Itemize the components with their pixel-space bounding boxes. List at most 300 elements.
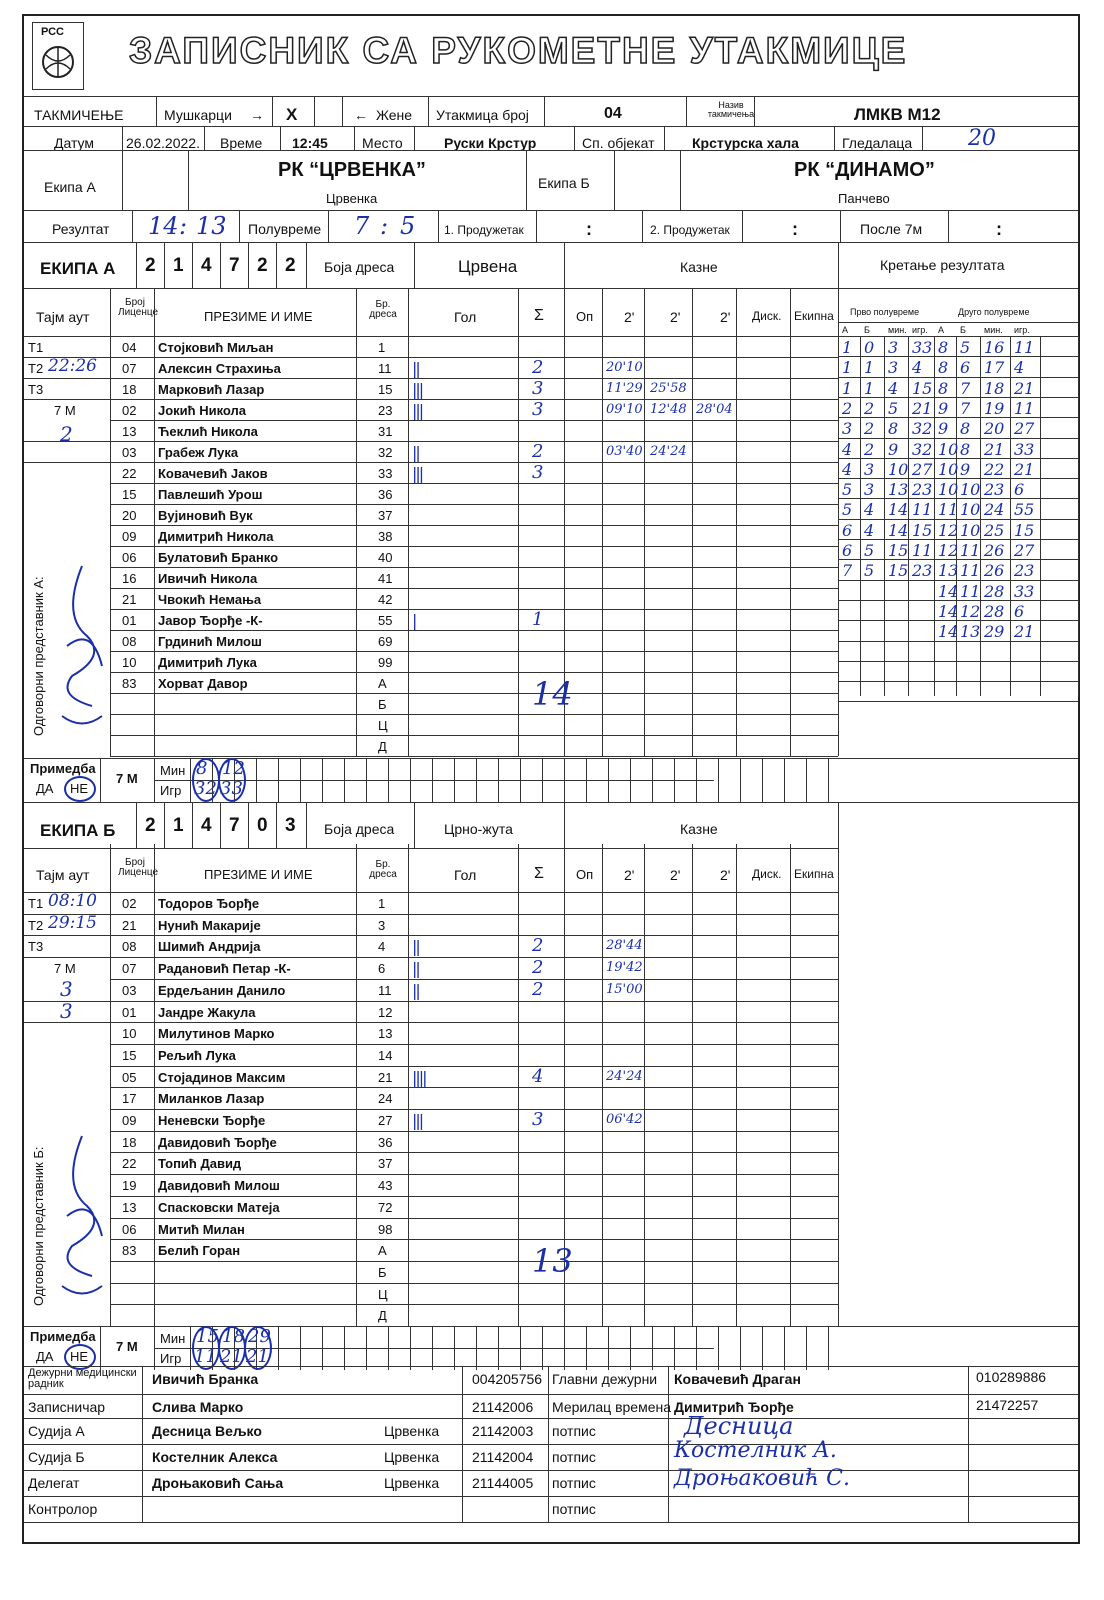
player-name: Ћеклић Никола <box>158 424 258 439</box>
progress-second-cell: 23 <box>1014 561 1035 581</box>
player-name: Миланков Лазар <box>158 1091 265 1107</box>
progress-second-cell: 29 <box>984 622 1005 642</box>
player-jersey-no: 55 <box>378 613 393 628</box>
team-code-digit: 4 <box>201 255 212 276</box>
progress-first-cell: 15 <box>888 561 909 581</box>
player-jersey-no: 37 <box>378 1156 393 1172</box>
two-min-col-b1: 2' <box>624 867 635 883</box>
progress-row-line <box>838 620 1078 621</box>
progress-second-cell: 33 <box>1014 439 1035 459</box>
progress-second-cell: 17 <box>984 358 1005 378</box>
row-line <box>110 1196 838 1197</box>
timeout-label: T1 <box>28 896 44 911</box>
code-divider <box>164 242 165 288</box>
progress-first-cell: 3 <box>888 338 899 357</box>
player-jersey-no: А <box>378 676 387 691</box>
two-min-col-b2: 2' <box>670 867 681 883</box>
col-divider <box>644 844 645 1326</box>
player-name: Стојковић Миљан <box>158 340 274 355</box>
progress-second-cell: 33 <box>1014 581 1035 601</box>
code-divider <box>248 242 249 288</box>
progress-second-cell: 11 <box>960 561 981 581</box>
player-name: Тодоров Ђорђе <box>158 896 260 911</box>
ot2-label: 2. Продужетак <box>650 223 730 237</box>
goal-sum: 4 <box>532 1065 544 1087</box>
penalty-1: 20'10 <box>606 360 643 375</box>
penalty-3: 28'04 <box>696 402 733 417</box>
team-b-label: Екипа Б <box>538 175 590 191</box>
player-jersey-no: 11 <box>378 982 392 998</box>
progress-row-line <box>838 641 1078 642</box>
official-label: Записничар <box>28 1399 106 1415</box>
col-divider <box>736 844 737 1326</box>
penalty-2: 25'58 <box>650 381 687 396</box>
player-license: 18 <box>122 382 137 397</box>
progress-second-cell: 25 <box>984 520 1005 540</box>
row-line <box>110 567 838 568</box>
logo-text: РСС <box>41 26 64 38</box>
col-divider <box>356 288 357 756</box>
arrow-right-icon: → <box>250 107 264 123</box>
row-line <box>110 630 838 631</box>
strip-divider <box>762 1326 763 1370</box>
half-a: 7 <box>354 212 370 240</box>
goal-sum: 3 <box>532 378 544 399</box>
row-line <box>110 651 838 652</box>
progress-second-cell: 14 <box>938 601 959 621</box>
seven-m-line <box>24 462 110 463</box>
progress-first-cell: 4 <box>864 520 875 540</box>
strip-divider <box>828 1326 829 1370</box>
player-jersey-no: 27 <box>378 1113 393 1128</box>
player-name: Грабеж Лука <box>158 445 239 460</box>
strip-divider <box>718 1326 719 1370</box>
progress-first-cell: 23 <box>912 480 933 500</box>
rss-logo <box>32 22 84 90</box>
official-label: Контролор <box>28 1501 98 1517</box>
player-license: 13 <box>122 1199 137 1215</box>
row-line <box>110 1066 838 1067</box>
penalty-2: 24'24 <box>650 444 687 459</box>
player-name: Јокић Никола <box>158 403 247 418</box>
official-name: Дроњаковић Сања <box>152 1475 284 1491</box>
goal-sum: 2 <box>532 357 544 378</box>
right-label: потпис <box>552 1501 596 1517</box>
license-col-label-b: Број Лиценце <box>118 857 159 878</box>
code-divider <box>220 242 221 288</box>
player-jersey-no: Б <box>378 1264 387 1280</box>
date-value: 26.02.2022. <box>126 135 200 151</box>
player-name: Топић Давид <box>158 1156 242 1172</box>
progress-first-cell: 6 <box>842 520 853 540</box>
progress-first-cell: 5 <box>842 480 853 500</box>
row-line <box>110 609 838 610</box>
official-id: 21142006 <box>472 1399 534 1415</box>
player-jersey-no: 14 <box>378 1047 393 1063</box>
progress-first-cell: 13 <box>888 480 909 500</box>
strip-divider <box>740 1326 741 1370</box>
spectators-label: Гледалаца <box>842 135 913 151</box>
row-line <box>110 546 838 547</box>
team-a-city: Црвенка <box>326 191 378 206</box>
progress-second-cell: 8 <box>960 439 971 459</box>
player-jersey-no: 12 <box>378 1004 393 1020</box>
progress-first-cell: 1 <box>842 358 853 378</box>
player-name: Рељић Лука <box>158 1047 236 1063</box>
official-id: 21142004 <box>472 1449 534 1465</box>
match-no: 04 <box>604 105 622 122</box>
player-jersey-no: А <box>378 1243 387 1259</box>
progress-second-cell: 23 <box>984 480 1005 500</box>
officials-line <box>24 1522 1078 1523</box>
goal-tally: || <box>412 359 419 378</box>
progress-col-header: мин. <box>984 325 1003 335</box>
team-code-digit: 1 <box>173 255 184 276</box>
progress-first-cell: 33 <box>912 338 933 357</box>
row-line <box>110 1283 838 1284</box>
jersey-no-col-label-b: Бр. дреса <box>369 859 397 880</box>
officials-line <box>24 1470 1078 1471</box>
code-divider <box>192 802 193 848</box>
player-jersey-no: 1 <box>378 340 386 355</box>
progress-second-cell: 8 <box>960 419 971 439</box>
row-line <box>110 357 838 358</box>
official-label: Дежурни медицински радник <box>28 1367 137 1390</box>
progress-second-cell: 18 <box>984 378 1005 398</box>
player-name: Алексин Страхиња <box>158 361 281 376</box>
penalty-1: 24'24 <box>606 1068 643 1084</box>
officials-line <box>24 1496 1078 1497</box>
player-license: 06 <box>122 550 137 565</box>
progress-first-cell: 1 <box>842 378 853 398</box>
progress-first-cell: 1 <box>864 378 875 398</box>
timeout-label: T2 <box>28 917 44 933</box>
team-col-label-b: Екипна <box>794 867 834 881</box>
progress-first-cell: 21 <box>912 398 933 418</box>
team-code-digit: 2 <box>145 255 156 276</box>
timeout-line <box>24 957 110 958</box>
disq-col-label: Диск. <box>752 309 782 323</box>
penalty-1: 09'10 <box>606 402 643 417</box>
player-jersey-no: 37 <box>378 508 393 523</box>
progress-first-cell: 11 <box>912 541 933 560</box>
player-name: Вујиновић Вук <box>158 508 253 523</box>
team-b-jersey: Црно-жута <box>444 821 513 837</box>
team-code-digit: 7 <box>229 815 240 836</box>
official-city: Црвенка <box>384 1475 440 1491</box>
team-a-yes: ДА <box>36 781 54 796</box>
spectators-value: 20 <box>968 126 996 151</box>
col-divider <box>356 844 357 1326</box>
progress-first-cell: 32 <box>912 439 933 459</box>
place-label: Место <box>362 135 403 151</box>
strip-divider <box>100 758 101 802</box>
progress-first-cell: 10 <box>888 459 909 479</box>
representative-label: Одговорни представник А: <box>31 576 46 736</box>
player-name: Јандре Жакула <box>158 1004 256 1020</box>
progress-second-cell: 27 <box>1014 419 1035 439</box>
progress-col-header: А <box>938 325 945 335</box>
strip-divider <box>784 1326 785 1370</box>
progress-second-cell: 6 <box>1014 480 1025 500</box>
right-name: Ковачевић Драган <box>674 1371 801 1387</box>
right-id: 21472257 <box>976 1397 1039 1413</box>
official-name: Десница Вељко <box>152 1423 262 1439</box>
player-license: 19 <box>122 1178 137 1194</box>
player-name: Марковић Лазар <box>158 382 265 397</box>
strip-divider <box>828 758 829 802</box>
progress-second-cell: 24 <box>984 500 1005 520</box>
time-value: 12:45 <box>292 135 328 151</box>
venue-label: Сп. објекат <box>582 135 655 151</box>
team-col-label: Екипна <box>794 309 834 323</box>
venue-value: Крстурска хала <box>692 135 799 151</box>
progress-second-cell: 10 <box>938 459 959 479</box>
two-min-col-1: 2' <box>624 309 635 325</box>
player-license: 22 <box>122 466 137 481</box>
code-divider <box>248 802 249 848</box>
col-divider <box>736 288 737 756</box>
progress-first-cell: 14 <box>888 500 909 520</box>
progress-divider <box>1040 336 1041 696</box>
official-label: Судија Б <box>28 1449 85 1465</box>
score-sheet <box>22 14 1080 1544</box>
player-license: 02 <box>122 403 137 418</box>
progress-first-cell: 3 <box>864 459 875 479</box>
men-label: Мушкарци <box>164 107 232 123</box>
two-min-col-b3: 2' <box>720 867 731 883</box>
team-a-note-label: Примедба <box>30 761 96 776</box>
official-city: Црвенка <box>384 1423 440 1439</box>
row-line <box>110 1087 838 1088</box>
row-line <box>110 935 838 936</box>
player-jersey-no: 36 <box>378 487 393 502</box>
result-label: Резултат <box>52 221 110 237</box>
team-a-igr-label: Игр <box>160 783 182 798</box>
official-id: 21144005 <box>472 1475 534 1491</box>
row-line <box>110 525 838 526</box>
ball-icon <box>41 43 75 81</box>
progress-first-cell: 7 <box>842 561 853 581</box>
player-name: Давидовић Ђорђе <box>158 1134 277 1150</box>
ot1-label: 1. Продужетак <box>444 223 524 237</box>
progress-first-cell: 1 <box>842 338 853 357</box>
team-b-jersey-label: Боја дреса <box>324 821 395 837</box>
progress-second-cell: 10 <box>960 480 981 500</box>
half-colon: : <box>380 212 389 240</box>
progress-first-cell: 8 <box>888 419 899 439</box>
player-license: 07 <box>122 361 137 376</box>
goal-tally: ||| <box>412 464 423 483</box>
team-a-section-label: ЕКИПА А <box>40 259 116 278</box>
player-name: Милутинов Марко <box>158 1026 275 1042</box>
goal-tally: || <box>412 959 419 979</box>
right-name: Димитрић Ђорђе <box>674 1399 794 1415</box>
player-name: Димитрић Лука <box>158 655 257 670</box>
progress-second-cell: 28 <box>984 601 1005 621</box>
progress-first-cell: 15 <box>912 378 933 398</box>
place-value: Руски Крстур <box>444 135 537 151</box>
team-total: 14 <box>532 675 573 713</box>
progress-divider <box>1010 336 1011 696</box>
row-line <box>110 914 838 915</box>
official-id: 004205756 <box>472 1371 543 1387</box>
officials-line <box>24 1444 1078 1445</box>
seven-m-label: 7 M <box>54 961 76 977</box>
player-jersey-no: 31 <box>378 424 393 439</box>
progress-row-line <box>838 397 1078 398</box>
progress-first-cell: 5 <box>864 541 875 560</box>
officials-line <box>24 1418 1078 1419</box>
player-name: Шимић Андрија <box>158 939 261 955</box>
player-jersey-no: 11 <box>378 361 392 376</box>
timeout-col-label-b: Тајм аут <box>36 867 90 883</box>
player-license: 22 <box>122 1156 137 1172</box>
timeout-value: 29:15 <box>48 912 97 933</box>
official-name: Костелник Алекса <box>152 1449 278 1465</box>
player-license: 09 <box>122 1113 137 1128</box>
progress-second-cell: 10 <box>960 500 981 520</box>
signature-2: Костелник А. <box>674 1438 837 1463</box>
row-line <box>110 693 838 694</box>
progress-first-cell: 4 <box>912 358 923 378</box>
goal-sum: 2 <box>532 957 544 979</box>
goal-tally: ||| <box>412 1111 423 1130</box>
player-license: 10 <box>122 655 137 670</box>
col-divider <box>790 844 791 1326</box>
official-name: Ивичић Бранка <box>152 1371 259 1387</box>
player-jersey-no: Ц <box>378 1286 388 1302</box>
player-license: 83 <box>122 1243 137 1259</box>
player-name: Неневски Ђорђе <box>158 1113 266 1128</box>
team-b-no: НЕ <box>70 1349 89 1364</box>
goal-sum: 3 <box>532 1109 544 1130</box>
progress-col-header: мин. <box>888 325 907 335</box>
row-line <box>110 1131 838 1132</box>
goal-sum: 2 <box>532 978 544 1000</box>
team-a-7m-label: 7 M <box>116 771 138 786</box>
progress-second-cell: 12 <box>960 601 981 621</box>
progress-second-cell: 27 <box>1014 541 1035 560</box>
goal-sum: 3 <box>532 399 544 420</box>
progress-second-cell: 5 <box>960 338 971 357</box>
penalty-1: 11'29 <box>606 381 643 396</box>
player-license: 83 <box>122 676 137 691</box>
score-colon: : <box>179 212 188 240</box>
player-license: 16 <box>122 571 137 586</box>
progress-first-cell: 4 <box>888 378 899 398</box>
progress-row-line <box>838 661 1078 662</box>
row-line <box>110 1304 838 1305</box>
progress-row-line <box>838 681 1078 682</box>
row-line <box>110 1261 838 1262</box>
team-code-digit: 1 <box>173 815 184 836</box>
team-b-city: Панчево <box>838 191 890 206</box>
progress-second-cell: 4 <box>1014 358 1025 378</box>
progress-second-cell: 6 <box>1014 601 1025 621</box>
progress-second-cell: 10 <box>960 520 981 540</box>
score-a: 14 <box>148 212 179 240</box>
timeout-label: T2 <box>28 361 44 376</box>
row-line <box>110 483 838 484</box>
player-license: 08 <box>122 939 137 955</box>
player-name: Павлешић Урош <box>158 487 263 502</box>
progress-first-cell: 27 <box>912 459 933 479</box>
player-license: 09 <box>122 529 137 544</box>
col-divider <box>692 844 693 1326</box>
code-divider <box>220 802 221 848</box>
progress-second-cell: 12 <box>938 520 959 540</box>
col-divider <box>602 844 603 1326</box>
player-name: Хорват Давор <box>158 676 248 691</box>
right-id: 010289886 <box>976 1369 1047 1385</box>
progress-row-line <box>838 600 1078 601</box>
second-half-label: Друго полувреме <box>958 307 1030 317</box>
player-jersey-no: 15 <box>378 382 393 397</box>
seven-m-min: 8 <box>196 758 208 779</box>
progress-first-cell: 4 <box>842 459 853 479</box>
player-license: 15 <box>122 1047 137 1063</box>
team-a-jersey: Црвена <box>458 257 518 276</box>
progress-second-cell: 9 <box>938 419 949 439</box>
player-name: Ковачевић Јаков <box>158 466 268 481</box>
progress-second-cell: 11 <box>960 541 981 560</box>
penalty-1: 28'44 <box>606 938 643 954</box>
progress-second-cell: 21 <box>1014 459 1035 479</box>
row-line <box>110 1044 838 1045</box>
player-name: Јавор Ђорђе -К- <box>158 613 263 628</box>
col-divider <box>790 288 791 756</box>
player-license: 07 <box>122 961 137 977</box>
disq-col-label-b: Диск. <box>752 867 782 881</box>
progress-first-cell: 9 <box>888 439 899 459</box>
code-divider <box>136 802 137 848</box>
col-divider <box>838 844 839 1326</box>
progress-first-cell: 2 <box>842 398 853 418</box>
player-jersey-no: 13 <box>378 1026 393 1042</box>
comp-name-label: Назив такмичења <box>707 100 755 119</box>
progress-row-line <box>838 701 1078 702</box>
officials-line <box>24 1394 1078 1395</box>
goal-tally: || <box>412 937 419 957</box>
progress-first-cell: 0 <box>864 338 875 357</box>
seven-m-value: 2 <box>60 422 73 446</box>
progress-first-cell: 5 <box>888 398 899 418</box>
progress-row-line <box>838 478 1078 479</box>
score-b: 13 <box>196 212 227 240</box>
progress-second-cell: 12 <box>938 541 959 560</box>
player-name: Давидовић Милош <box>158 1178 280 1194</box>
player-name: Белић Горан <box>158 1243 241 1259</box>
sum-col-label: Σ <box>534 307 544 324</box>
progress-second-cell: 21 <box>1014 378 1035 398</box>
progress-divider <box>838 336 839 696</box>
progress-second-cell: 26 <box>984 541 1005 560</box>
goal-tally: || <box>412 443 419 462</box>
team-b-section-label: ЕКИПА Б <box>40 821 116 840</box>
comp-name: ЛМКВ М12 <box>854 105 941 124</box>
date-label: Датум <box>54 135 94 151</box>
player-license: 04 <box>122 340 137 355</box>
progress-first-cell: 4 <box>842 439 853 459</box>
license-col-label: Број Лиценце <box>118 297 159 318</box>
men-mark: X <box>286 105 298 124</box>
official-label: Делегат <box>28 1475 80 1491</box>
sheet-title: ЗАПИСНИК СА РУКОМЕТНЕ УТАКМИЦЕ <box>129 30 908 71</box>
progress-second-cell: 13 <box>938 561 959 581</box>
signature-1: Десница <box>684 1412 794 1440</box>
arrow-left-icon: ← <box>354 107 368 123</box>
